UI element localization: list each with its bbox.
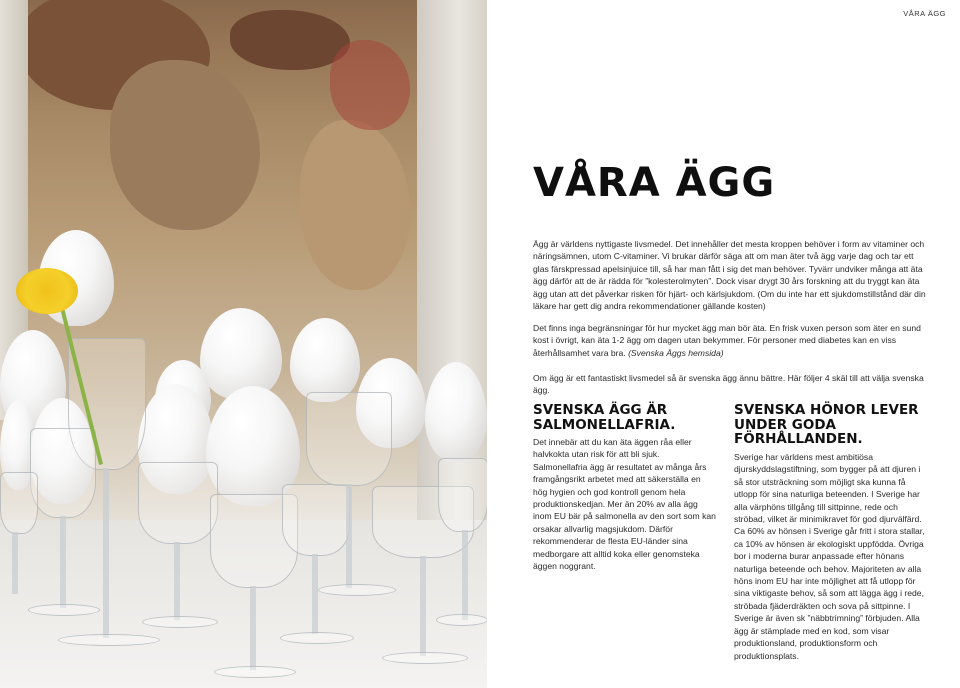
wine-glass: [438, 458, 487, 532]
glass-stem: [420, 556, 426, 656]
hen-welfare-heading: SVENSKA HÖNOR LEVER UNDER GODA FÖRHÅLLANDEN.: [734, 402, 919, 447]
egg: [200, 308, 282, 400]
glass-stem: [462, 530, 468, 620]
glass-foot: [280, 632, 354, 644]
wine-glass: [282, 484, 350, 556]
egg: [290, 318, 360, 402]
wall-stain: [330, 40, 410, 130]
salmonella-text: Det innebär att du kan äta äggen råa eller halvkokta utan risk för att bli sjuk. Salmonellafria ägg är resultatet av många års framgångsrikt arbetet med att säkerställa en hög hygien och god kontroll genom hela produktionskedjan. Mer än 20% av alla ägg inom EU bär på salmonella av den sort som kan orsakar allvarlig magsjukdom. Därför rekommenderar de flesta EU-länder sina medborgare att alltid koka eller genomsteka äggen noggrant.: [533, 437, 716, 572]
salmonella-heading: SVENSKA ÄGG ÄR SALMONELLAFRIA.: [533, 402, 676, 433]
dandelion-flower: [16, 268, 78, 314]
glass-foot: [214, 666, 296, 678]
wine-glass: [0, 472, 38, 534]
page-title: VÅRA ÄGG: [533, 160, 776, 206]
glass-foot: [436, 614, 487, 626]
wine-glass: [30, 428, 96, 518]
wall-stain: [110, 60, 260, 230]
wine-glass: [306, 392, 392, 486]
glass-stem: [250, 586, 256, 670]
glass-foot: [58, 634, 160, 646]
wine-glass: [138, 462, 218, 544]
glass-stem: [12, 532, 18, 594]
glass-stem: [312, 554, 318, 634]
source-citation: (Svenska Äggs hemsida): [628, 347, 724, 358]
glass-stem: [174, 542, 180, 620]
glass-stem: [346, 484, 352, 588]
reasons-intro-paragraph: Om ägg är ett fantastiskt livsmedel så är svenska ägg ännu bättre. Här följer 4 skäl till att välja svenska ägg.: [533, 373, 924, 396]
wall-stain: [300, 120, 410, 290]
glass-foot: [382, 652, 468, 664]
glass-stem: [60, 516, 66, 608]
running-header: VÅRA ÄGG: [903, 9, 946, 18]
intro-paragraph: Ägg är världens nyttigaste livsmedel. Det innehåller det mesta kroppen behöver i form av vitaminer och näringsämnen, utom C-vitaminer. Vi brukar därför säga att om man äter två ägg varje dag och tar ett glas färskpressad apelsinjuice till, så har man fått i sig det man behöver. Tyvärr undviker många att äta ägg därför att de är rädda för ”kolesterolmyten”. Dock visar drygt 30 års forskning att du tryggt kan äta ägg utan att det påverkar risken för hjärt- och kärlsjukdom. (Om du inte har ett sjukdomstillstånd där din läkare har gett dig andra rekommendationer gällande kosten): [533, 239, 926, 312]
glass-foot: [142, 616, 218, 628]
consumption-paragraph: [533, 322, 926, 359]
hen-welfare-text: Sverige har världens mest ambitiösa djurskyddslagstiftning, som bygger på att djuren i så stor utsträckning som möjligt ska kunna få utlopp för sina naturliga beteenden. I Sverige har alla värphöns tillgång till sittpinne, rede och ströbad, vilket är minimikravet för god djurvälfärd. Ca 60% av hönsen i Sverige går fritt i stora stallar, ca 10% av hönsen är ekologiskt uppfödda. Övriga bor i moderna burar anpassade efter hönans naturliga beteende och behov. Majoriteten av alla höns inom EU har inte möjlighet att få utlopp för sina viktigaste behov, så som att lägga ägg i rede, ströbada fjäderdräkten och sova på sittpinne. I Sverige är även sk ”näbbtrimning” förbjuden. Alla ägg är stämplade med en kod, som visar produktionsland, produktionsform och produktionsplats.: [734, 452, 925, 661]
glass-foot: [318, 584, 396, 596]
consumption-text: Det finns inga begränsningar för hur mycket ägg man bör äta. En frisk vuxen person som äter en sund kost i övrigt, kan äta 1-2 ägg om dagen utan bekymmer. För personer med diabetes kan en viss återhållsamhet vara bra.: [533, 323, 921, 358]
glass-stem: [103, 468, 109, 638]
glass-foot: [28, 604, 100, 616]
